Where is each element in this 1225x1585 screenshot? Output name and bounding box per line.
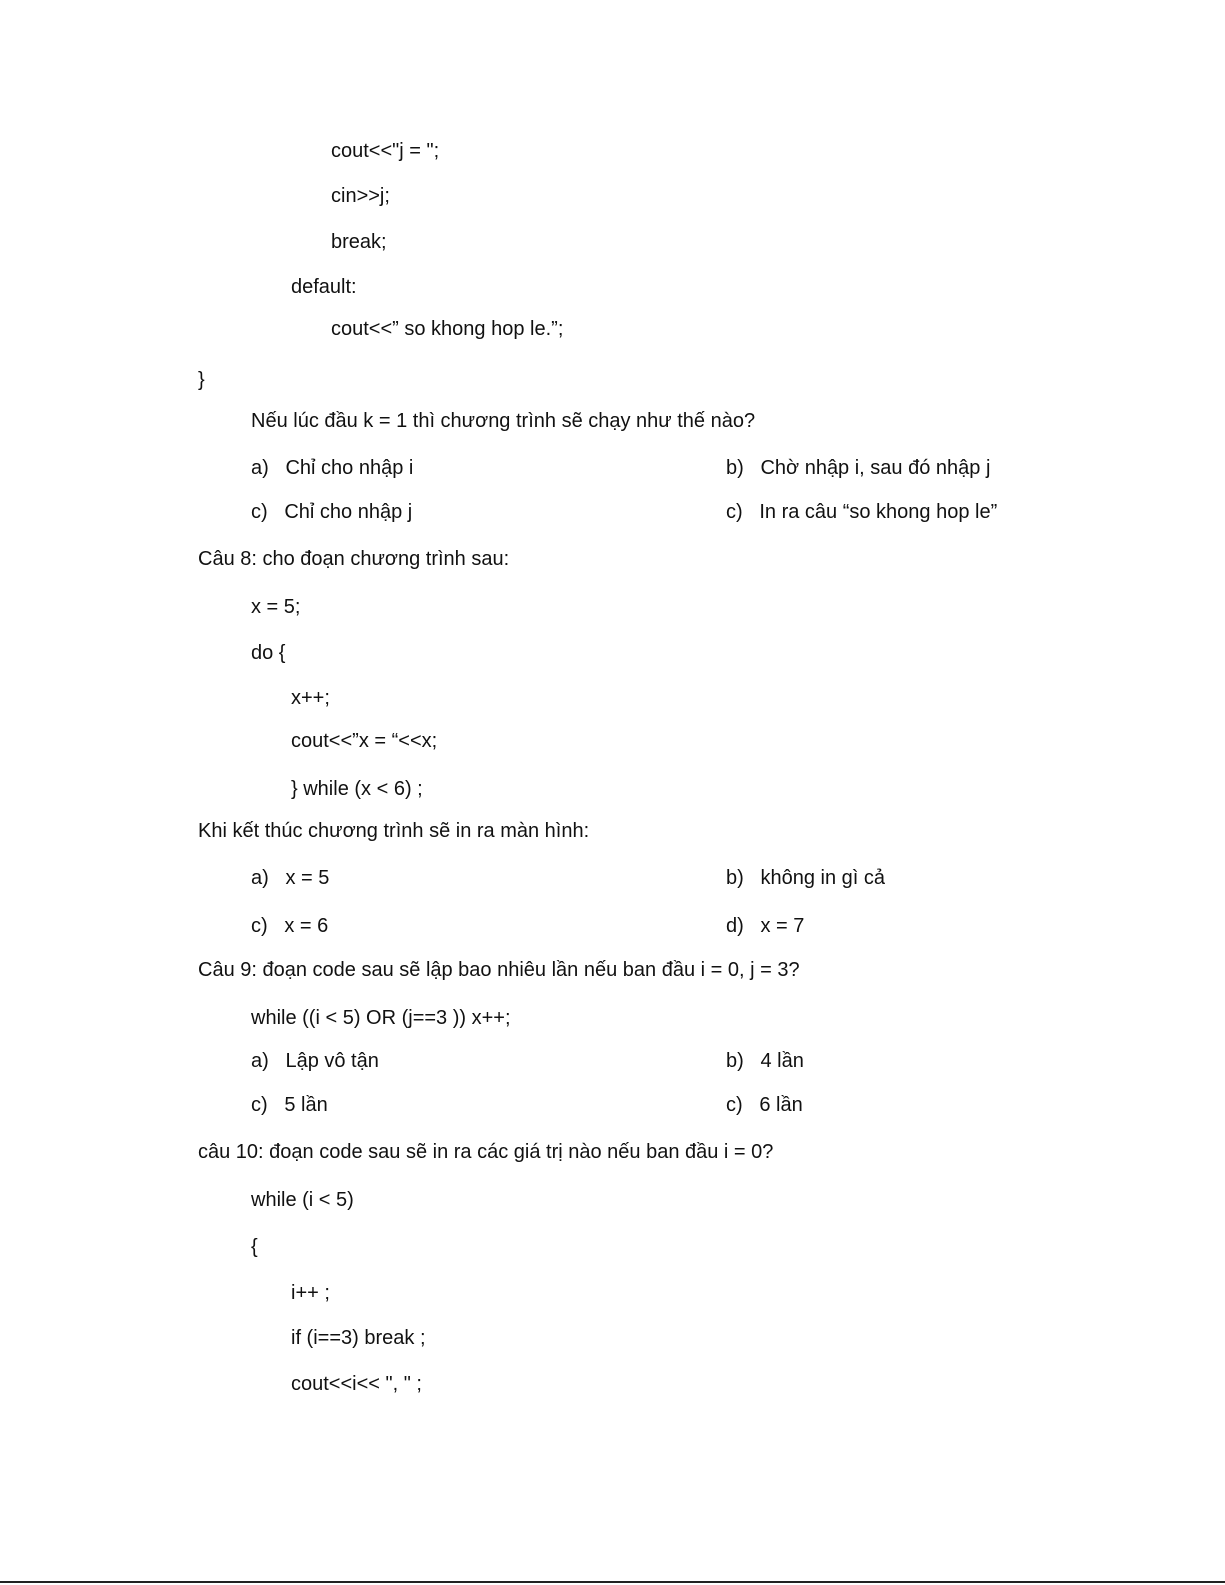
code-line: cout<<i<< ", " ; bbox=[291, 1373, 422, 1395]
answer-option: b) không in gì cả bbox=[726, 867, 885, 889]
answer-option: c) 6 lần bbox=[726, 1094, 803, 1116]
code-line: while (i < 5) bbox=[251, 1189, 354, 1211]
code-line: do { bbox=[251, 642, 286, 664]
answer-option: a) Chỉ cho nhập i bbox=[251, 457, 414, 479]
code-line: if (i==3) break ; bbox=[291, 1327, 426, 1349]
question-text: Khi kết thúc chương trình sẽ in ra màn hình: bbox=[198, 820, 590, 842]
answer-option: a) Lập vô tận bbox=[251, 1050, 379, 1072]
question-title: câu 10: đoạn code sau sẽ in ra các giá trị nào nếu ban đầu i = 0? bbox=[198, 1141, 774, 1163]
question-title: Câu 8: cho đoạn chương trình sau: bbox=[198, 548, 510, 570]
code-line: x++; bbox=[291, 687, 330, 709]
code-line: cout<<"j = "; bbox=[331, 140, 440, 162]
code-line: while ((i < 5) OR (j==3 )) x++; bbox=[251, 1007, 511, 1029]
answer-option: b) Chờ nhập i, sau đó nhập j bbox=[726, 457, 991, 479]
code-line: i++ ; bbox=[291, 1282, 330, 1304]
answer-option: c) 5 lần bbox=[251, 1094, 328, 1116]
code-line: cout<<”x = “<<x; bbox=[291, 730, 438, 752]
answer-option: b) 4 lần bbox=[726, 1050, 804, 1072]
answer-option: c) x = 6 bbox=[251, 915, 329, 937]
code-line: } while (x < 6) ; bbox=[291, 778, 423, 800]
code-line: { bbox=[251, 1236, 258, 1258]
code-line: break; bbox=[331, 231, 387, 253]
question-title: Câu 9: đoạn code sau sẽ lập bao nhiêu lần nếu ban đầu i = 0, j = 3? bbox=[198, 959, 800, 981]
question-text: Nếu lúc đầu k = 1 thì chương trình sẽ chạy như thế nào? bbox=[251, 410, 756, 432]
answer-option: d) x = 7 bbox=[726, 915, 805, 937]
answer-option: c) In ra câu “so khong hop le” bbox=[726, 501, 998, 523]
page-bottom-divider bbox=[0, 1581, 1225, 1583]
code-line: cin>>j; bbox=[331, 185, 390, 207]
code-line: x = 5; bbox=[251, 596, 301, 618]
code-line: } bbox=[198, 369, 205, 391]
answer-option: c) Chỉ cho nhập j bbox=[251, 501, 413, 523]
code-line: cout<<” so khong hop le.”; bbox=[331, 318, 564, 340]
answer-option: a) x = 5 bbox=[251, 867, 330, 889]
code-line: default: bbox=[291, 276, 357, 298]
